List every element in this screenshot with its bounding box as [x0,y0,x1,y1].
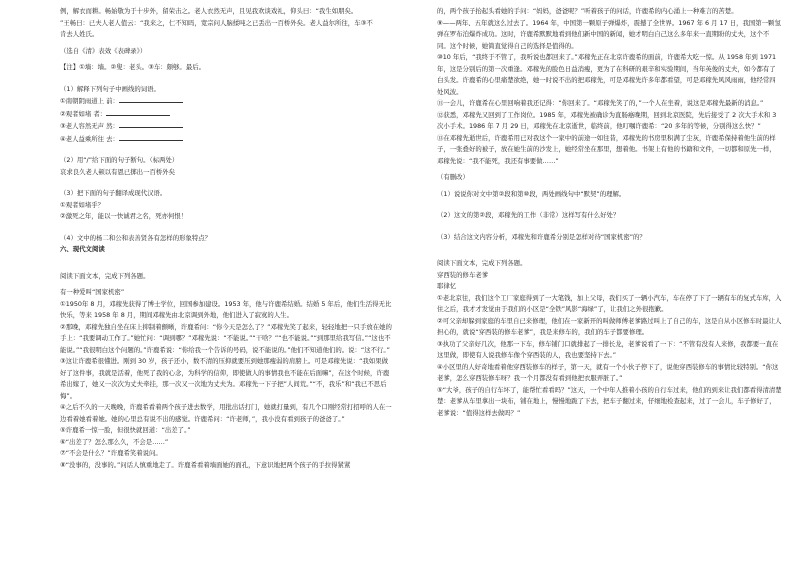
right-paragraph [437,362,782,385]
paragraph-text: ④小区里的人好奇地看着他穿西装修车的样子，第一天，就有一个小伙子停下了，说他穿西装修车的事情比较特别。“你这老爹，怎么穿西装修车呀？我一个月都没有看到他把衣服弄脏了。” [437,362,779,382]
left-paragraph [60,200,393,212]
paragraph-text: （3）把下面的句子翻译成现代汉语。 [60,189,167,197]
paragraph-text: 阅读下面文本，完成下列各题。 [437,259,527,267]
right-paragraph [437,385,782,420]
paragraph-text: ②可父亲却躲到家庭的车里自已来修理，他们在一家新开的叫做师傅老爹路过叫上了自己的车，这是自从小区修车时最让人担心的，就说“穿西装的修车老爹”，我是来修车的，我们的车子都要修理。 [437,316,782,336]
spacer [60,256,393,266]
left-paragraph [60,84,393,96]
paragraph-text: 穿西装的修车老爹 [437,270,489,279]
left-paragraph [60,322,393,357]
left-paragraph [60,155,393,167]
paragraph-text: ⑦“不会是什么？”许鹿希笑着说问。 [60,449,162,457]
paragraph-text: ③老人容然无声 然： [60,122,119,130]
left-paragraph [60,167,393,179]
paragraph-text: ②那晚，邓稼先独自坐在床上抑制着颤晰，许鹿希问：“你今天是怎么了？”邓稼先笑了起来，轻轻地把一只手放在她的手上：“我要调动工作了。”她忙问：“调到哪？”邓稼先说：“不能说。”“干啥？”“也不能说。”“到那里给我写信。”“这也不能说。”“我很明白这个问题的。”许鹿希说：“你给我一个告诉的号码，说不能说的。”他们不知道他们的。说：“这不行。” [60,322,392,354]
paragraph-text: ①南朝阴雨道上 前： [60,97,119,105]
paragraph-text: 耶律忆 [437,282,457,290]
paragraph-text: ⑫获悉，邓稼先又回到了工作岗位。1985 年，邓稼先被确诊为直肠癌晚期，回到北京医院，先后接受了 2 次大手术和 3 次小手术。1986 年 7 月 29 日，邓稼先在北京逝世，临终前，他叮嘱许鹿希：“20 多年的等候，分别得这么快？” [437,110,777,130]
left-paragraph [60,6,393,18]
left-paragraph [60,233,393,245]
left-paragraph [60,287,393,299]
right-paragraph [437,258,782,270]
left-paragraph [60,108,393,121]
right-paragraph [437,18,782,53]
paragraph-text: ⑬在邓稼先逝世后，许鹿希用已对我这个一家中的前途一如往昔，邓稼先的书房里积满了尘灰，许鹿希保持着他生前的样子，一张叠好的被子，放在她生前的沙发上，她经常坐在那里，想着他。书架上有他的书籍和文件，一切都和原先一样，邓稼先说：“我不能死，我还有事要做……” [437,133,776,165]
paragraph-text: ⑥“出差了？怎么那么久，不会是……” [60,437,169,446]
paragraph-text: 六、现代文阅读 [60,245,105,253]
spacer [437,243,782,253]
paragraph-text: ③这让许鹿希很懂进。刚到 30 岁，孩子还小，数不清的压抑就要压到她那瘦弱的肩膀上。可是邓稼先说：“我如果做好了这件事，我就是活着，他死了我的心念，为科学的信仰，即使做人的事情我也不能在后面嘛”，在这个时候，许鹿希出嫁了，她又一次次为丈夫牵挂，那一次又一次地为丈夫为。邓稼先一下子把”人间荒。”“不，我乐”和“我已不思后悔”。 [60,357,390,400]
right-paragraph [437,98,782,110]
spacer [60,223,393,233]
answer-blank [119,120,183,128]
right-paragraph [437,172,782,184]
paragraph-text: 肯去人姓氏。 [60,30,99,38]
paragraph-text: ②观者如堵 者： [60,109,107,118]
paragraph-text: ⑤许鹿希一惊一脸，但很快就回道：“出差了。” [60,426,191,434]
right-paragraph [437,6,782,18]
paragraph-text: ③执功了父亲好几次，他那一下车，修车铺门口就排起了一排长龙，老爹说看了一下：“不管有没有人来修，我都要一直在这里做，即使有人说我修车像个穿西装的人，我也要坚持下去。” [437,339,779,359]
left-paragraph [60,120,393,133]
right-column [437,6,782,419]
left-paragraph [60,62,393,74]
left-paragraph [60,437,393,449]
paragraph-text: ④老人益乘所往 去： [60,134,119,143]
left-paragraph [60,448,393,460]
left-paragraph [60,211,393,223]
right-paragraph [437,232,782,244]
right-paragraph [437,210,782,222]
left-paragraph [60,18,393,30]
left-paragraph [60,271,393,283]
paragraph-text: 例，解衣而耕。畅始敬为于十步外，留荣击之。老人衣然无声，且见我欢谈戏礼，仰头曰：“我生如朋矣。 [60,7,358,15]
paragraph-text: ①观者如堵乎？ [60,200,105,209]
spacer [60,145,393,155]
paragraph-text: ⑧“没事的，没事的。”问话人慎重地走了。许鹿希看着墙面她的面孔，下意识地把两个孩子的手拉得紧紧 [60,460,351,469]
paragraph-text: ①1950年 8 月，邓稼先获得了博士学位，回国参加建设。1953 年，他与许鹿希结婚。结婚 5 年后，他们生活得无比快乐，等来 1958 年 8 月，期间邓稼先由北京调到外地，他们进入了寂寞的人生。 [60,299,392,319]
answer-blank [119,133,183,141]
right-paragraph [437,293,782,316]
paragraph-text: ⑤“大爷，孩子的自行车坏了，能帮忙看看吗？”这天，一个中年人推着小孩的自行车过来，他们的到来让我们都看得清清楚楚：老爹从车里拿出一块布，铺在地上，慢慢地跪了下去，把车子翻过来，仔细地检查起来，过了一会儿，车子修好了，老爹说：“值得这样去做吗？” [437,385,782,417]
left-paragraph [60,402,393,425]
right-paragraph [437,110,782,133]
paragraph-text: （4）文中的杨二和公和表善贤各有怎样的形象特点？ [60,233,212,242]
paragraph-text: ”王畅曰：已夫人老人值云：“我来之，仁不知吗，宽宗问人脑揉吨之已丢出一百桥外矣。老人益尔所往，车③不 [60,18,373,27]
paragraph-text: （2）用“/”给下面的句子断句。（标两处） [60,156,179,164]
paragraph-text: 阅读下面文本，完成下列各题。 [60,271,150,280]
left-paragraph [60,29,393,41]
left-paragraph [60,95,393,108]
paragraph-text: （1）说说你对文中第②段和第⑩段，两处画线句中“默契”的理解。 [437,189,626,198]
paragraph-text: ④之后不久的一天晚晚，许鹿希看着两个孩子进去数学，用批出话打门，她就打量到，有几个口刚经常打招呼的人在一边看着她看着她。她的心里总有说不出的感觉。许鹿希问：“许老师，”，我小没有看到孩子的爸爸了。” [60,403,392,423]
spacer [437,200,782,210]
left-paragraph [60,46,393,58]
answer-blank [119,95,183,103]
left-paragraph [60,133,393,146]
spacer [60,74,393,84]
answer-blank [106,108,170,116]
left-paragraph [60,460,393,472]
paragraph-text: 的，两个孩子抬起头看她的手问：“妈妈，爸爸呢？”听着孩子的问话，许鹿希的内心涌上一种难言的苦楚。 [437,7,738,15]
right-paragraph [437,281,782,293]
right-paragraph [437,270,782,282]
paragraph-text: （3）结合这文内容分析，邓稼先和许鹿希分别是怎样对待“国家机密”的？ [437,232,646,241]
left-paragraph [60,188,393,200]
right-paragraph [437,133,782,168]
right-paragraph [437,189,782,201]
left-paragraph [60,425,393,437]
spacer [437,222,782,232]
paragraph-text: 哀求良久老人顿以有恩已掷出一百桥外矣 [60,167,176,176]
left-paragraph [60,356,393,402]
left-paragraph [60,299,393,322]
right-paragraph [437,339,782,362]
paragraph-text: ⑨——两年、五年就这么过去了。1964 年，中国第一颗原子弹爆炸，震撼了全世界。1967 年 6 月 17 日，我国第一颗氢弹在罗布泊爆炸成功。这时，许鹿希默默地看到他们新中国的新闻，她才明白自己这么多年来一直期盼的丈夫，这个不同。这个时候，她简直觉得自己的选择是值得的。 [437,18,781,50]
paragraph-text: （选自《清》表效《表碑录》） [60,46,147,55]
paragraph-text: ①老北京往，我们这个工厂家庭得到了一大笔钱，加上父母，我们买了一辆小汽车，车在停了下了一辆有车的复式车库，入住之后，我才才发觉由于我们的小区是“全铁”风影“海绿”了，让我们之外很抱歉。 [437,293,782,313]
paragraph-text: （有删改） [437,173,469,181]
paragraph-text: ⑪一会儿，许鹿希在心里回响着我还记得：“你回来了。“邓稼先笑了的，”一个人在坐着，说这是邓稼先最新的消息。” [437,99,764,107]
right-paragraph [437,316,782,339]
spacer [60,178,393,188]
right-paragraph [437,52,782,98]
left-column [60,6,393,471]
paragraph-text: 【注】①墙：墙。②叟：老头。③车：颇够。最后。 [60,63,205,71]
paragraph-text: ②激死之年，能以一快诚君之名，死亦何恨！ [60,212,188,220]
paragraph-text: 有一种爱叫“国家机密” [60,288,125,296]
paragraph-text: （2）这文的第②段，邓稼先的工作（非常）这样写有什么好处？ [437,211,620,219]
paragraph-text: ⑩10 年后，“我终于不管了，我听说也都回来了。”邓稼先正在北京许鹿希的面前，许鹿希大吃一惊。从 1958 年到 1971 年，这是分别后的第一次重逢。邓稼先的脸色日益消瘦，更为了在科研的艰辛和实验期间，当年英俊的丈夫，如今都有了白头发。许鹿希的心里痛楚欲绝，她一时说不出的把邓稼先，可是邓稼先许多年都看望，可是邓稼先风风雨雨，他经常四处风波。 [437,53,777,96]
paragraph-text: （1）解释下列句子中画线的词语。 [60,84,160,93]
left-paragraph [60,244,393,256]
